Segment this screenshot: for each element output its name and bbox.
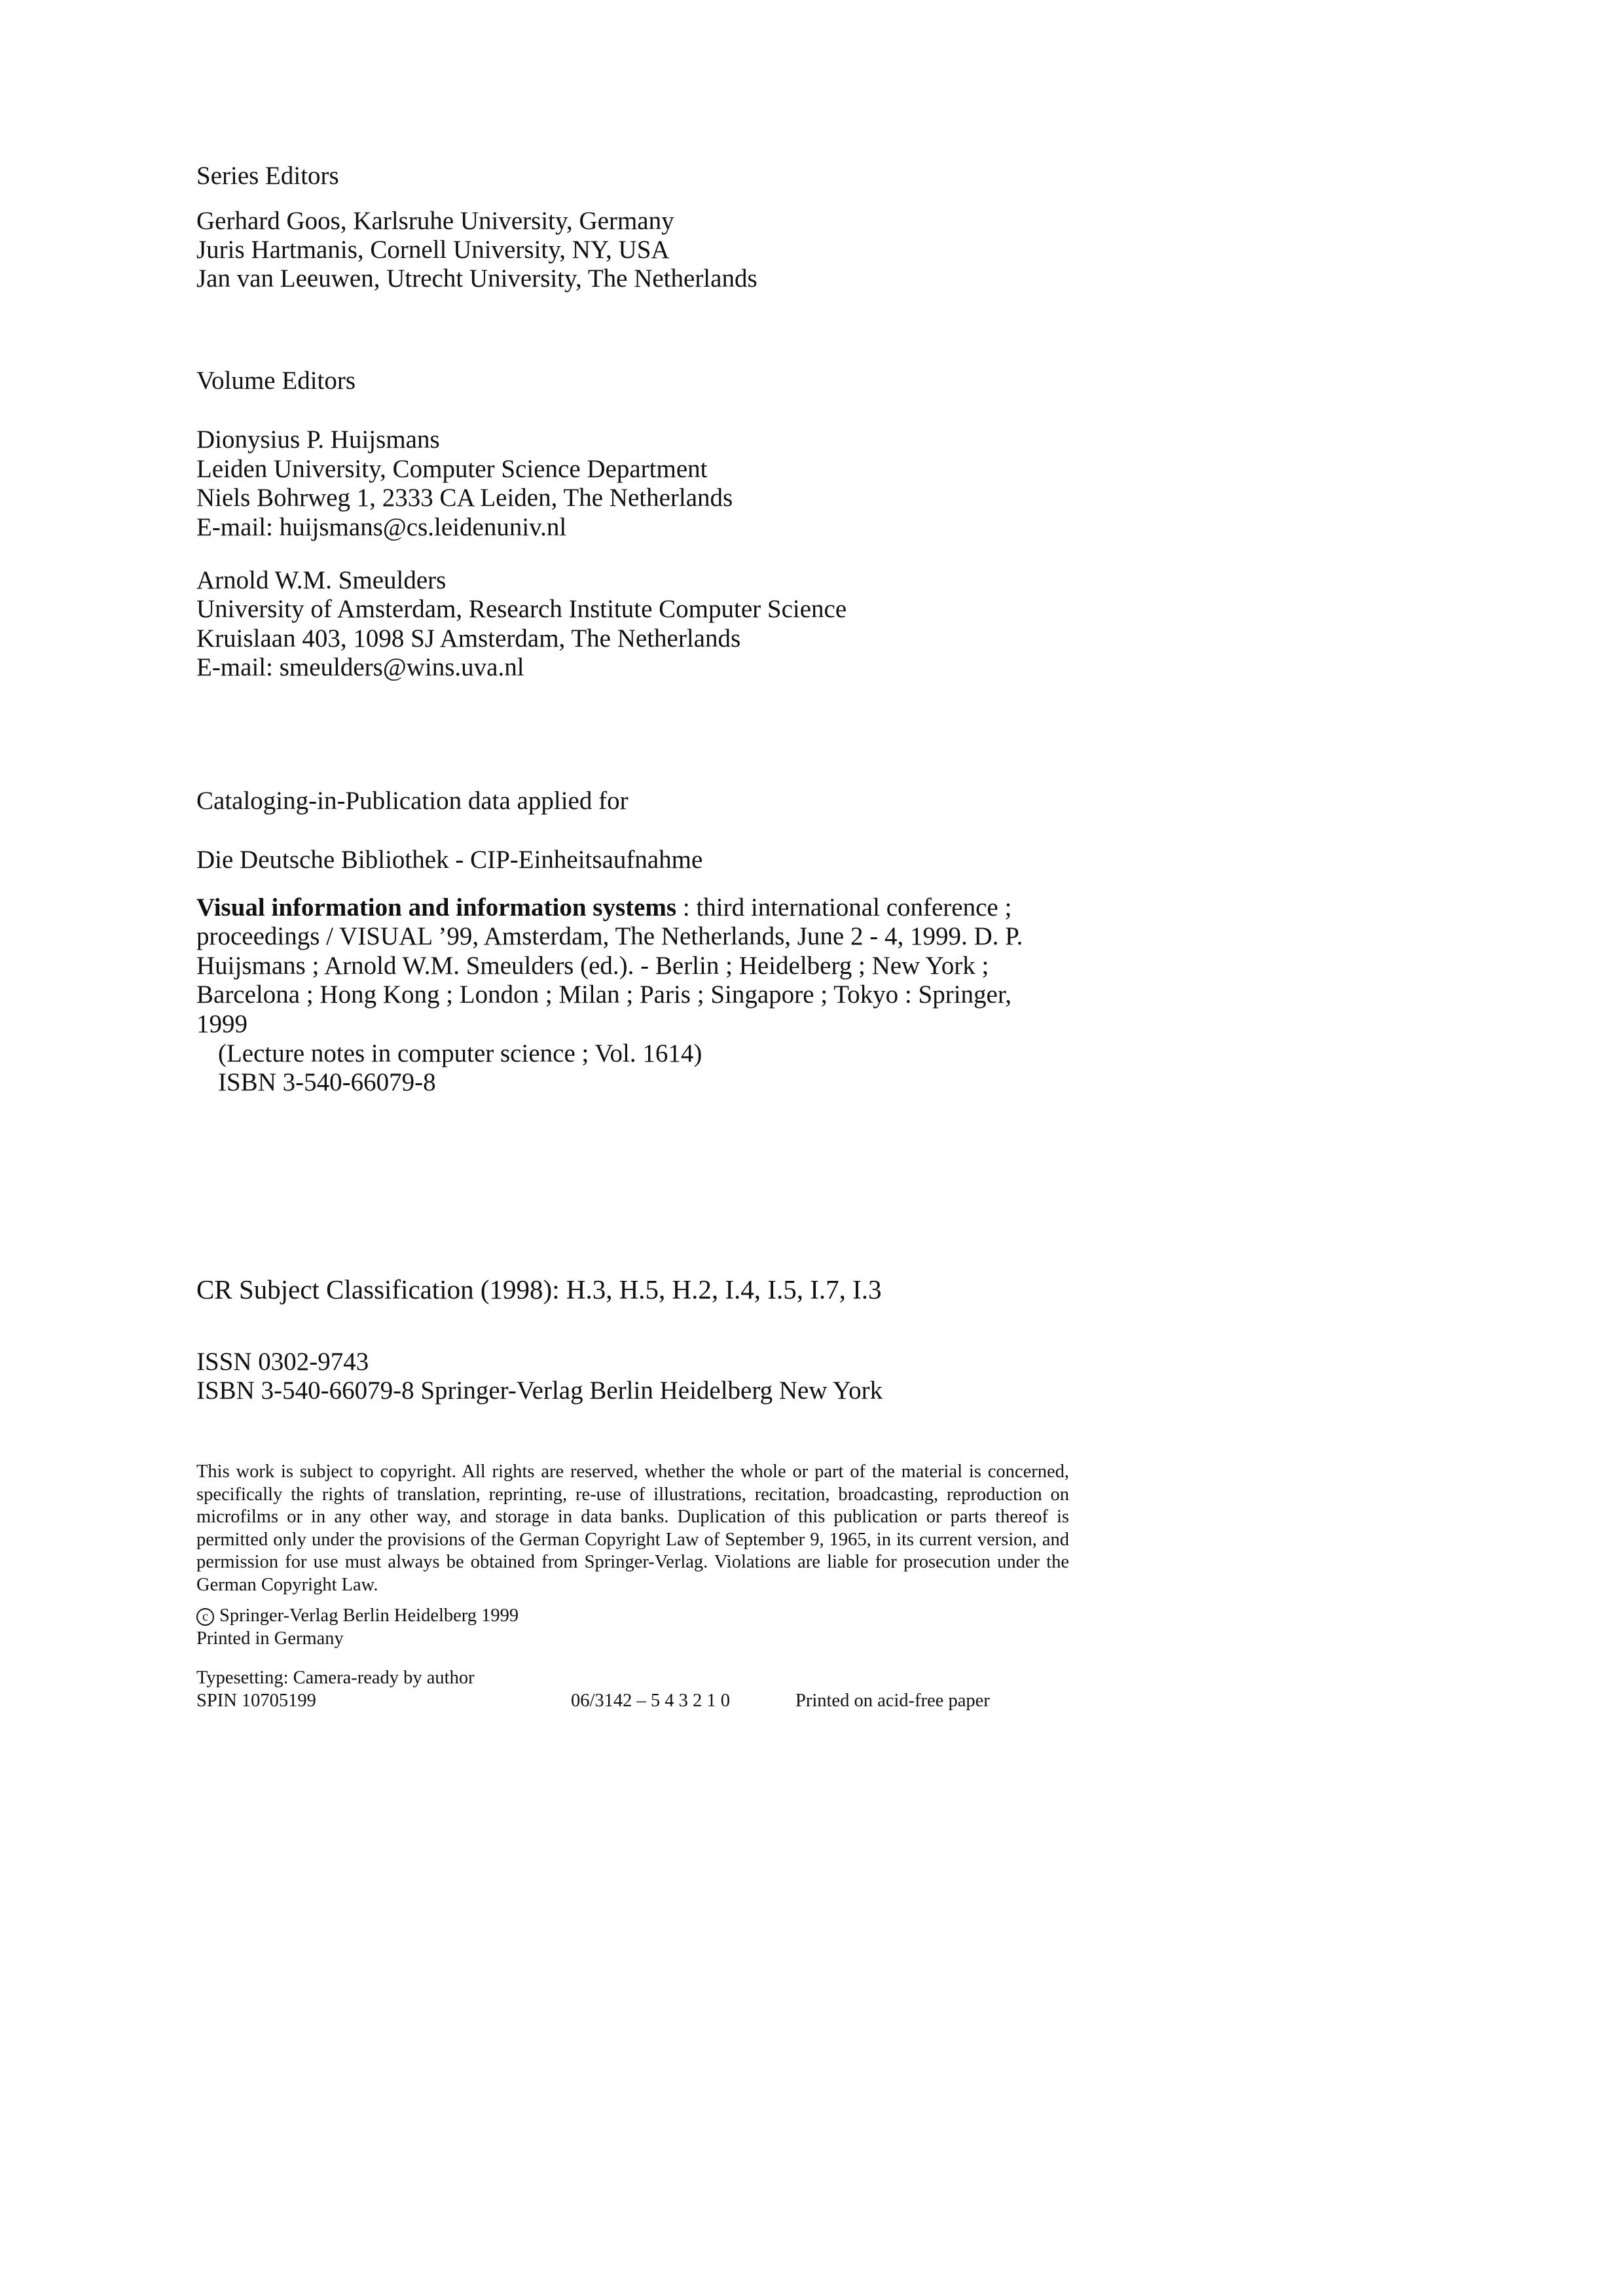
cip-title-bold: Visual information and information systems xyxy=(196,893,677,922)
copyright-holder: Springer-Verlag Berlin Heidelberg 1999 xyxy=(219,1605,519,1626)
series-editor-van-leeuwen: Jan van Leeuwen, Utrecht University, The Netherlands xyxy=(196,264,757,293)
cip-library: Die Deutsche Bibliothek - CIP-Einheitsaufnahme xyxy=(196,846,703,874)
cip-line-2: proceedings / VISUAL ’99, Amsterdam, The Netherlands, June 2 - 4, 1999. D. P. xyxy=(196,922,1023,950)
volume-editor-2-affiliation: University of Amsterdam, Research Institute Computer Science xyxy=(196,595,847,623)
volume-editor-1-address: Niels Bohrweg 1, 2333 CA Leiden, The Netherlands xyxy=(196,484,733,512)
volume-editor-1-affiliation: Leiden University, Computer Science Department xyxy=(196,455,708,483)
issn: ISSN 0302-9743 xyxy=(196,1348,369,1376)
volume-editor-1-email: E-mail: huijsmans@cs.leidenuniv.nl xyxy=(196,513,567,541)
volume-editor-2-address: Kruislaan 403, 1098 SJ Amsterdam, The Netherlands xyxy=(196,624,741,653)
cip-isbn: ISBN 3-540-66079-8 xyxy=(218,1068,436,1096)
copyright-line xyxy=(196,1607,519,1626)
series-editor-hartmanis: Juris Hartmanis, Cornell University, NY, USA xyxy=(196,236,670,264)
series-editors-heading: Series Editors xyxy=(196,162,339,190)
copyright-notice: This work is subject to copyright. All rights are reserved, whether the whole or part of the material is concerned, specifically the rights of translation, reprinting, re-use of illustrations, recitation, broadcasting, reproduction on microfilms or in any other way, and storage in data banks. Duplication of this publication or parts thereof is permitted only under the provisions of the German Copyright Law of September 9, 1965, in its current version, and permission for use must always be obtained from Springer-Verlag. Violations are liable for prosecution under the German Copyright Law. xyxy=(196,1462,1069,1595)
series-editor-goos: Gerhard Goos, Karlsruhe University, Germany xyxy=(196,207,674,235)
cip-line-4: Barcelona ; Hong Kong ; London ; Milan ; Paris ; Singapore ; Tokyo : Springer, xyxy=(196,980,1012,1009)
spin-line xyxy=(196,1692,1069,1711)
printed-in: Printed in Germany xyxy=(196,1628,344,1649)
spin-number: SPIN 10705199 xyxy=(196,1691,316,1711)
volume-editors-heading: Volume Editors xyxy=(196,367,356,395)
cip-title-line xyxy=(196,895,1012,920)
print-run-code: 06/3142 – 5 4 3 2 1 0 xyxy=(571,1691,731,1711)
acid-free-note: Printed on acid-free paper xyxy=(795,1691,990,1711)
cr-subject-classification: CR Subject Classification (1998): H.3, H.5, H.2, I.4, I.5, I.7, I.3 xyxy=(196,1274,882,1304)
volume-editor-2-email: E-mail: smeulders@wins.uva.nl xyxy=(196,653,524,681)
cip-applied: Cataloging-in-Publication data applied for xyxy=(196,787,629,815)
volume-editor-2-name: Arnold W.M. Smeulders xyxy=(196,566,447,594)
cip-title-rest: : third international conference ; xyxy=(676,893,1012,922)
cip-line-3: Huijsmans ; Arnold W.M. Smeulders (ed.). - Berlin ; Heidelberg ; New York ; xyxy=(196,952,989,980)
typesetting: Typesetting: Camera-ready by author xyxy=(196,1668,475,1688)
cip-line-5: 1999 xyxy=(196,1010,247,1038)
volume-editor-1-name: Dionysius P. Huijsmans xyxy=(196,425,440,454)
isbn-publisher: ISBN 3-540-66079-8 Springer-Verlag Berlin Heidelberg New York xyxy=(196,1376,883,1405)
copyright-symbol: c xyxy=(196,1608,214,1626)
cip-series-note: (Lecture notes in computer science ; Vol. 1614) xyxy=(218,1039,702,1067)
